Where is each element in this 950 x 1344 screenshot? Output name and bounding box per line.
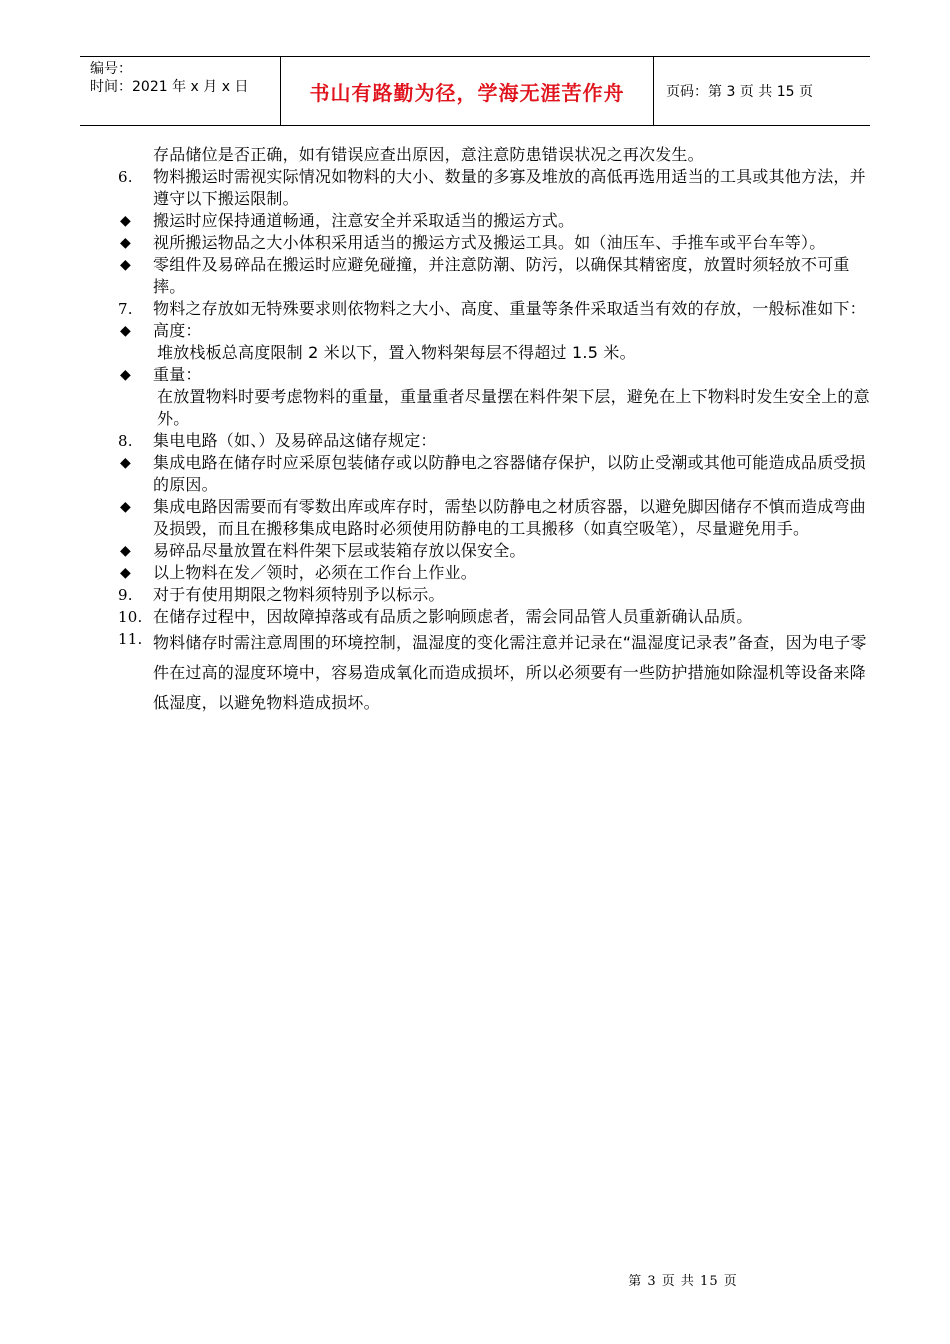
serial-number-label: 编号：: [90, 61, 132, 77]
header-motto: 书山有路勤为径，学海无涯苦作舟: [281, 57, 654, 125]
bullet-text: 易碎品尽量放置在料件架下层或装箱存放以保安全。: [153, 541, 526, 560]
bullet-item: [118, 364, 874, 386]
bullet-item: [118, 320, 874, 342]
bullet-text: 视所搬运物品之大小体积采用适当的搬运方式及搬运工具。如（油压车、手推车或平台车等）。: [153, 233, 826, 252]
item-number: 10.: [118, 608, 143, 626]
bullet-text: 重量：: [153, 365, 202, 384]
date-label: 时间：2021 年 x 月 x 日: [90, 79, 249, 95]
page-footer: [0, 1270, 950, 1289]
paragraph-intro: 存品储位是否正确，如有错误应查出原因，意注意防患错误状况之再次发生。: [153, 145, 704, 164]
item-text: 物料储存时需注意周围的环境控制，温湿度的变化需注意并记录在“温湿度记录表”备查，因为电子零件在过高的湿度环境中，容易造成氧化而造成损坏，所以必须要有一些防护措施如除湿机等设备来降低湿度，以避免物料造成损坏。: [153, 633, 867, 712]
diamond-bullet-icon: ◆: [120, 455, 131, 471]
bullet-item: [118, 210, 874, 232]
diamond-bullet-icon: ◆: [120, 257, 131, 273]
bullet-item: [118, 540, 874, 562]
footer-page-number: 第 3 页 共 15 页: [628, 1274, 738, 1289]
bullet-text: 以上物料在发／领时，必须在工作台上作业。: [153, 563, 478, 582]
header-page-info: 页码：第 3 页 共 15 页: [666, 84, 813, 100]
diamond-bullet-icon: ◆: [120, 543, 131, 559]
list-item-11: [118, 628, 874, 718]
diamond-bullet-icon: ◆: [120, 565, 131, 581]
bullet-item: [118, 496, 874, 540]
item-number: 11.: [118, 630, 143, 648]
diamond-bullet-icon: ◆: [120, 235, 131, 251]
bullet-item: [118, 562, 874, 584]
list-item-9: [118, 584, 874, 606]
item-number: 8.: [118, 432, 133, 450]
bullet-text: 高度：: [153, 321, 202, 340]
list-item-6: [118, 166, 874, 210]
header-meta: [80, 57, 281, 125]
item-number: 9.: [118, 586, 133, 604]
list-item-8: [118, 430, 874, 452]
sub-paragraph-weight: 在放置物料时要考虑物料的重量，重量重者尽量摆在料件架下层，避免在上下物料时发生安全上的意外。: [157, 387, 870, 428]
bullet-item: [118, 452, 874, 496]
list-item-7: [118, 298, 874, 320]
document-header: [80, 56, 870, 126]
item-number: 6.: [118, 168, 133, 186]
sub-paragraph-height: 堆放栈板总高度限制 2 米以下，置入物料架每层不得超过 1.5 米。: [157, 343, 636, 362]
bullet-text: 集成电路在储存时应采原包装储存或以防静电之容器储存保护，以防止受潮或其他可能造成品质受损的原因。: [153, 453, 866, 494]
item-text: 集电电路（如、）及易碎品这储存规定：: [153, 431, 437, 450]
bullet-item: [118, 232, 874, 254]
diamond-bullet-icon: ◆: [120, 367, 131, 383]
diamond-bullet-icon: ◆: [120, 499, 131, 515]
document-body: [118, 144, 874, 718]
bullet-item: [118, 254, 874, 298]
diamond-bullet-icon: ◆: [120, 323, 131, 339]
item-text: 物料搬运时需视实际情况如物料的大小、数量的多寡及堆放的高低再选用适当的工具或其他方法，并遵守以下搬运限制。: [153, 167, 866, 208]
item-number: 7.: [118, 300, 133, 318]
bullet-text: 集成电路因需要而有零数出库或库存时，需垫以防静电之材质容器，以避免脚因储存不慎而造成弯曲及损毁，而且在搬移集成电路时必须使用防静电的工具搬移（如真空吸笔），尽量避免用手。: [153, 497, 866, 538]
item-text: 在储存过程中，因故障掉落或有品质之影响顾虑者，需会同品管人员重新确认品质。: [153, 607, 753, 626]
diamond-bullet-icon: ◆: [120, 213, 131, 229]
bullet-text: 搬运时应保持通道畅通，注意安全并采取适当的搬运方式。: [153, 211, 575, 230]
item-text: 对于有使用期限之物料须特别予以标示。: [153, 585, 445, 604]
bullet-text: 零组件及易碎品在搬运时应避免碰撞，并注意防潮、防污，以确保其精密度，放置时须轻放不可重摔。: [153, 255, 850, 296]
list-item-10: [118, 606, 874, 628]
item-text: 物料之存放如无特殊要求则依物料之大小、高度、重量等条件采取适当有效的存放，一般标准如下：: [153, 299, 866, 318]
